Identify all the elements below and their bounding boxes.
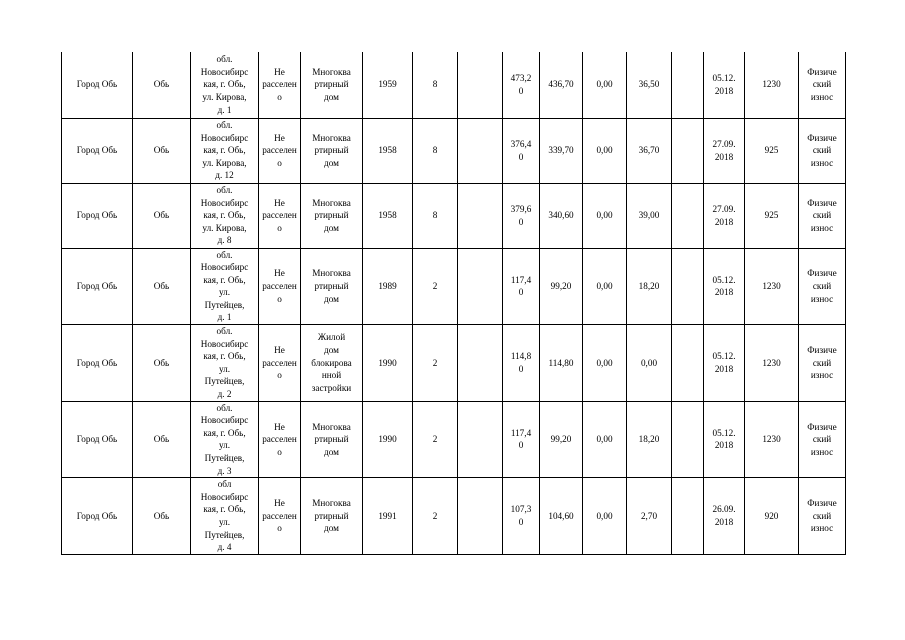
cell-empty [458, 248, 503, 325]
cell-settlement-text: Обь [153, 280, 170, 291]
table-row [62, 325, 846, 402]
cell-city-text: Город Обь [76, 79, 118, 90]
cell-reason-text: Физиче ский износ [807, 421, 837, 457]
cell-status-text: Не расселено [262, 132, 297, 168]
cell-reason [799, 478, 846, 555]
cell-area-living [540, 52, 583, 118]
cell-building-type [301, 183, 363, 248]
cell-count [413, 401, 458, 478]
cell-date [704, 325, 745, 402]
cell-date-text: 27.09. 2018 [712, 138, 736, 162]
cell-settlement-text: Обь [153, 145, 170, 156]
table-row [62, 183, 846, 248]
cell-city [62, 248, 133, 325]
cell-year-text: 1990 [378, 357, 397, 368]
cell-count-text: 8 [432, 210, 438, 221]
cell-city-text: Город Обь [76, 510, 118, 521]
cell-building-type-text: Многоква ртирный дом [312, 268, 351, 304]
cell-year [363, 478, 413, 555]
cell-area-a-text: 0,00 [596, 79, 613, 90]
cell-building-type-text: Многоква ртирный дом [312, 498, 351, 534]
cell-area-b-text: 36,70 [638, 145, 660, 156]
housing-register-table [61, 52, 846, 555]
table-row [62, 248, 846, 325]
cell-date-text: 05.12. 2018 [712, 351, 736, 374]
cell-date-text: 05.12. 2018 [712, 73, 736, 96]
cell-date [704, 52, 745, 118]
cell-area-living-text: 99,20 [550, 280, 572, 291]
cell-address [191, 401, 259, 478]
cell-area-b [627, 248, 672, 325]
cell-area-b [627, 183, 672, 248]
cell-area-a [583, 325, 627, 402]
cell-number-text: 920 [764, 510, 779, 521]
cell-area-a [583, 118, 627, 183]
cell-number-text: 1230 [762, 280, 781, 291]
cell-city [62, 478, 133, 555]
cell-area-living [540, 401, 583, 478]
cell-empty [672, 401, 704, 478]
cell-address-text: обл Новосибирс кая, г. Обь, ул. Путейцев, д. 4 [200, 479, 249, 553]
cell-count [413, 52, 458, 118]
cell-area-b-text: 39,00 [638, 210, 660, 221]
cell-date [704, 118, 745, 183]
cell-area-a [583, 52, 627, 118]
cell-settlement-text: Обь [153, 79, 170, 90]
cell-area-b [627, 478, 672, 555]
cell-address [191, 118, 259, 183]
cell-reason [799, 248, 846, 325]
cell-building-type [301, 401, 363, 478]
cell-status-text: Не расселено [262, 197, 297, 233]
cell-area-living-text: 104,60 [548, 510, 574, 521]
cell-year [363, 401, 413, 478]
cell-count-text: 2 [432, 280, 438, 291]
cell-building-type [301, 248, 363, 325]
cell-area-a [583, 248, 627, 325]
cell-reason [799, 183, 846, 248]
cell-date [704, 478, 745, 555]
cell-city [62, 401, 133, 478]
cell-building-type-text: Многоква ртирный дом [312, 197, 351, 233]
cell-number-text: 925 [764, 145, 779, 156]
cell-count-text: 8 [432, 145, 438, 156]
cell-area-a-text: 0,00 [596, 357, 613, 368]
cell-year [363, 248, 413, 325]
cell-area-living [540, 325, 583, 402]
cell-settlement [133, 248, 191, 325]
cell-building-type-text: Жилой дом блокирова нной застройки [311, 332, 352, 393]
cell-number [745, 325, 799, 402]
cell-status [259, 478, 301, 555]
cell-area-living-text: 340,60 [548, 210, 574, 221]
cell-number [745, 401, 799, 478]
cell-area-total-text: 376,4 0 [510, 138, 532, 162]
cell-status-text: Не расселено [262, 268, 297, 304]
cell-reason [799, 325, 846, 402]
cell-city [62, 325, 133, 402]
cell-building-type [301, 325, 363, 402]
cell-empty [672, 52, 704, 118]
cell-area-living [540, 248, 583, 325]
cell-city-text: Город Обь [76, 210, 118, 221]
cell-area-total [503, 401, 540, 478]
cell-area-total [503, 325, 540, 402]
cell-settlement-text: Обь [153, 510, 170, 521]
cell-empty [672, 248, 704, 325]
cell-city-text: Город Обь [76, 434, 118, 445]
cell-reason-text: Физиче ский износ [807, 66, 837, 103]
cell-empty [458, 325, 503, 402]
cell-status [259, 183, 301, 248]
cell-count [413, 248, 458, 325]
cell-area-b [627, 325, 672, 402]
cell-count-text: 2 [432, 357, 438, 368]
cell-count [413, 478, 458, 555]
cell-date-text: 05.12. 2018 [712, 427, 736, 451]
cell-count [413, 183, 458, 248]
cell-address-text: обл. Новосибирс кая, г. Обь, ул. Кирова, д. 8 [200, 185, 249, 246]
cell-area-total [503, 118, 540, 183]
cell-date [704, 183, 745, 248]
cell-area-b-text: 36,50 [638, 79, 660, 90]
table-row [62, 52, 846, 118]
cell-city [62, 183, 133, 248]
cell-status [259, 325, 301, 402]
cell-address-text: обл. Новосибирс кая, г. Обь, ул. Путейцев, д. 3 [200, 402, 249, 476]
cell-settlement-text: Обь [153, 210, 170, 221]
cell-building-type [301, 478, 363, 555]
cell-area-total [503, 183, 540, 248]
cell-count-text: 8 [432, 79, 438, 90]
cell-reason [799, 52, 846, 118]
cell-area-total-text: 114,8 0 [510, 351, 532, 374]
table-row [62, 118, 846, 183]
table-row [62, 478, 846, 555]
cell-status [259, 401, 301, 478]
cell-empty [458, 401, 503, 478]
cell-empty [672, 118, 704, 183]
cell-status-text: Не расселено [262, 421, 297, 457]
cell-settlement-text: Обь [153, 357, 170, 368]
cell-area-living [540, 478, 583, 555]
cell-settlement [133, 183, 191, 248]
cell-address-text: обл. Новосибирс кая, г. Обь, ул. Путейцев, д. 1 [200, 249, 249, 323]
cell-year-text: 1989 [378, 280, 397, 291]
cell-empty [672, 183, 704, 248]
cell-address [191, 248, 259, 325]
cell-reason-text: Физиче ский износ [807, 132, 837, 168]
cell-area-b-text: 0,00 [640, 357, 658, 368]
cell-status [259, 248, 301, 325]
cell-area-a [583, 401, 627, 478]
cell-area-total-text: 107,3 0 [510, 504, 532, 527]
cell-area-a-text: 0,00 [596, 145, 613, 156]
cell-date [704, 401, 745, 478]
cell-area-total-text: 117,4 0 [510, 274, 532, 298]
cell-settlement [133, 401, 191, 478]
cell-area-living [540, 183, 583, 248]
cell-count [413, 118, 458, 183]
cell-area-total-text: 379,6 0 [510, 203, 532, 227]
cell-status-text: Не расселено [262, 498, 297, 534]
cell-address [191, 52, 259, 118]
cell-reason [799, 118, 846, 183]
cell-number-text: 1230 [762, 357, 781, 368]
cell-address-text: обл. Новосибирс кая, г. Обь, ул. Путейцев, д. 2 [200, 326, 249, 400]
cell-reason [799, 401, 846, 478]
cell-status [259, 52, 301, 118]
cell-area-b-text: 18,20 [638, 434, 660, 445]
cell-area-a-text: 0,00 [596, 434, 613, 445]
cell-year [363, 183, 413, 248]
table-body [62, 52, 846, 554]
cell-city-text: Город Обь [76, 280, 118, 291]
table-row [62, 401, 846, 478]
cell-building-type-text: Многоква ртирный дом [312, 66, 351, 103]
cell-area-b [627, 118, 672, 183]
cell-area-living-text: 436,70 [548, 79, 574, 90]
cell-city [62, 52, 133, 118]
cell-area-living-text: 339,70 [548, 145, 574, 156]
cell-reason-text: Физиче ский износ [807, 268, 837, 304]
cell-area-a [583, 478, 627, 555]
cell-reason-text: Физиче ский износ [807, 344, 837, 381]
cell-status-text: Не расселено [262, 344, 297, 381]
cell-number-text: 1230 [762, 434, 781, 445]
cell-settlement [133, 325, 191, 402]
cell-number [745, 52, 799, 118]
cell-number [745, 478, 799, 555]
cell-area-total-text: 473,2 0 [510, 73, 532, 96]
cell-settlement [133, 478, 191, 555]
cell-area-b-text: 2,70 [640, 510, 658, 521]
cell-address-text: обл. Новосибирс кая, г. Обь, ул. Кирова, д. 12 [200, 120, 249, 181]
cell-address [191, 478, 259, 555]
cell-address [191, 325, 259, 402]
cell-area-total [503, 478, 540, 555]
cell-count-text: 2 [432, 434, 438, 445]
cell-date-text: 27.09. 2018 [712, 203, 736, 227]
cell-area-b [627, 401, 672, 478]
cell-address-text: обл. Новосибирс кая, г. Обь, ул. Кирова, д. 1 [200, 54, 249, 115]
cell-area-a [583, 183, 627, 248]
cell-area-b [627, 52, 672, 118]
cell-empty [672, 325, 704, 402]
cell-year-text: 1958 [378, 210, 397, 221]
cell-reason-text: Физиче ский износ [807, 197, 837, 233]
cell-area-b-text: 18,20 [638, 280, 660, 291]
cell-settlement [133, 118, 191, 183]
cell-year [363, 325, 413, 402]
cell-year [363, 52, 413, 118]
cell-number-text: 925 [764, 210, 779, 221]
cell-address [191, 183, 259, 248]
cell-building-type-text: Многоква ртирный дом [312, 421, 351, 457]
cell-settlement-text: Обь [153, 434, 170, 445]
cell-status-text: Не расселено [262, 66, 297, 103]
cell-year [363, 118, 413, 183]
cell-date [704, 248, 745, 325]
cell-year-text: 1990 [378, 434, 397, 445]
cell-count-text: 2 [432, 510, 438, 521]
cell-area-living-text: 99,20 [550, 434, 572, 445]
cell-area-a-text: 0,00 [596, 210, 613, 221]
cell-date-text: 26.09. 2018 [712, 504, 736, 527]
cell-area-living [540, 118, 583, 183]
cell-date-text: 05.12. 2018 [712, 274, 736, 298]
cell-status [259, 118, 301, 183]
cell-year-text: 1959 [378, 79, 397, 90]
cell-number [745, 248, 799, 325]
cell-area-total [503, 52, 540, 118]
cell-reason-text: Физиче ский износ [807, 498, 837, 534]
cell-empty [458, 118, 503, 183]
cell-empty [458, 183, 503, 248]
cell-city-text: Город Обь [76, 145, 118, 156]
cell-number-text: 1230 [762, 79, 781, 90]
cell-count [413, 325, 458, 402]
cell-empty [672, 478, 704, 555]
cell-settlement [133, 52, 191, 118]
cell-empty [458, 52, 503, 118]
cell-area-total [503, 248, 540, 325]
cell-year-text: 1991 [378, 510, 397, 521]
cell-area-a-text: 0,00 [596, 510, 613, 521]
cell-area-a-text: 0,00 [596, 280, 613, 291]
cell-area-total-text: 117,4 0 [510, 427, 532, 451]
cell-building-type [301, 52, 363, 118]
cell-building-type-text: Многоква ртирный дом [312, 132, 351, 168]
cell-city-text: Город Обь [76, 357, 118, 368]
cell-building-type [301, 118, 363, 183]
cell-number [745, 183, 799, 248]
cell-number [745, 118, 799, 183]
cell-year-text: 1958 [378, 145, 397, 156]
cell-empty [458, 478, 503, 555]
cell-area-living-text: 114,80 [548, 357, 574, 368]
cell-city [62, 118, 133, 183]
